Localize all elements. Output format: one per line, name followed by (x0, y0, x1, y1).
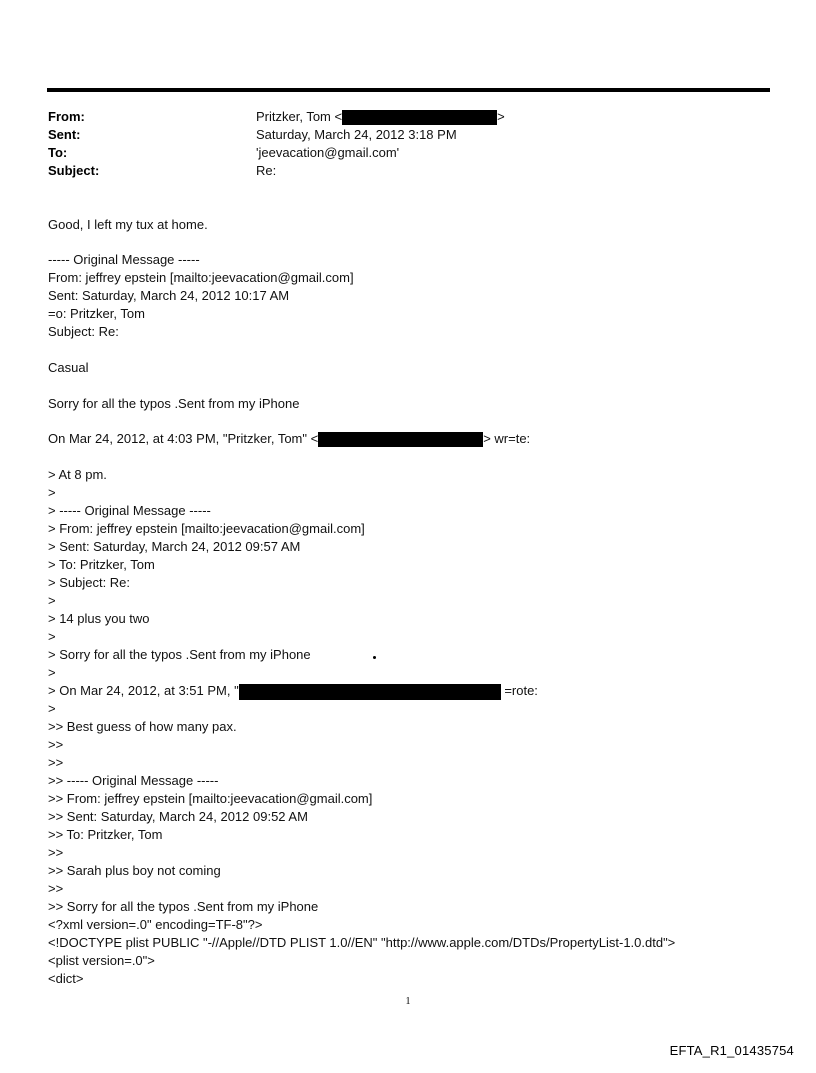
quote-header-text: > On Mar 24, 2012, at 3:51 PM, " (48, 683, 239, 698)
body-line: <dict> (48, 971, 84, 986)
body-line: > ----- Original Message ----- (48, 503, 211, 518)
page-number: 1 (405, 996, 411, 1007)
body-line: >> (48, 755, 64, 770)
body-line: >> From: jeffrey epstein [mailto:jeevacation@gmail.com] (48, 791, 373, 806)
body-line: > (48, 593, 56, 608)
body-line: Sent: Saturday, March 24, 2012 10:17 AM (48, 288, 290, 303)
body-line-quote-header (48, 682, 538, 700)
body-line: > Sorry for all the typos .Sent from my iPhone (48, 647, 311, 662)
body-line: Subject: Re: (48, 324, 119, 339)
from-label: From: (48, 109, 85, 124)
body-line: >> Sent: Saturday, March 24, 2012 09:52 AM (48, 809, 308, 824)
body-line: <!DOCTYPE plist PUBLIC "-//Apple//DTD PLIST 1.0//EN" "http://www.apple.com/DTDs/PropertyList-1.0.dtd"> (48, 935, 676, 950)
body-line: >> To: Pritzker, Tom (48, 827, 163, 842)
body-line: > (48, 701, 56, 716)
body-line: >> ----- Original Message ----- (48, 773, 219, 788)
sent-value: Saturday, March 24, 2012 3:18 PM (256, 127, 457, 142)
subject-value: Re: (256, 163, 277, 178)
from-close: > (497, 109, 505, 124)
body-line: <plist version=.0"> (48, 953, 155, 968)
body-line: > (48, 629, 56, 644)
body-line: Good, I left my tux at home. (48, 217, 208, 232)
body-line: Sorry for all the typos .Sent from my iPhone (48, 396, 300, 411)
body-line: >> (48, 737, 64, 752)
body-line: =o: Pritzker, Tom (48, 306, 145, 321)
to-value: 'jeevacation@gmail.com' (256, 145, 400, 160)
body-line: >> (48, 845, 64, 860)
subject-label: Subject: (48, 163, 100, 178)
redaction-block (318, 432, 483, 447)
body-line-quote-header (48, 430, 530, 448)
body-line: >> Best guess of how many pax. (48, 719, 237, 734)
quote-header-end: > wr=te: (483, 431, 531, 446)
document-id: EFTA_R1_01435754 (669, 1043, 794, 1058)
quote-header-text: On Mar 24, 2012, at 4:03 PM, "Pritzker, Tom" < (48, 431, 319, 446)
sent-label: Sent: (48, 127, 81, 142)
body-line: > 14 plus you two (48, 611, 150, 626)
body-line: Casual (48, 360, 89, 375)
body-line: >> Sorry for all the typos .Sent from my iPhone (48, 899, 319, 914)
to-label: To: (48, 145, 68, 160)
body-line: >> (48, 881, 64, 896)
body-line: > At 8 pm. (48, 467, 107, 482)
body-line: ----- Original Message ----- (48, 252, 200, 267)
body-line: >> Sarah plus boy not coming (48, 863, 221, 878)
stray-mark (373, 656, 376, 659)
from-name: Pritzker, Tom < (256, 109, 343, 124)
body-line: > From: jeffrey epstein [mailto:jeevacation@gmail.com] (48, 521, 365, 536)
body-line: > To: Pritzker, Tom (48, 557, 155, 572)
body-line: > (48, 485, 56, 500)
from-value (256, 108, 505, 126)
redaction-block (239, 684, 501, 700)
body-line: > (48, 665, 56, 680)
body-line: > Subject: Re: (48, 575, 131, 590)
body-line: From: jeffrey epstein [mailto:jeevacation@gmail.com] (48, 270, 354, 285)
header-rule (47, 88, 770, 92)
body-line: > Sent: Saturday, March 24, 2012 09:57 AM (48, 539, 301, 554)
redaction-block (342, 110, 497, 125)
quote-header-end: =rote: (500, 683, 538, 698)
body-line: <?xml version=.0" encoding=TF-8"?> (48, 917, 263, 932)
